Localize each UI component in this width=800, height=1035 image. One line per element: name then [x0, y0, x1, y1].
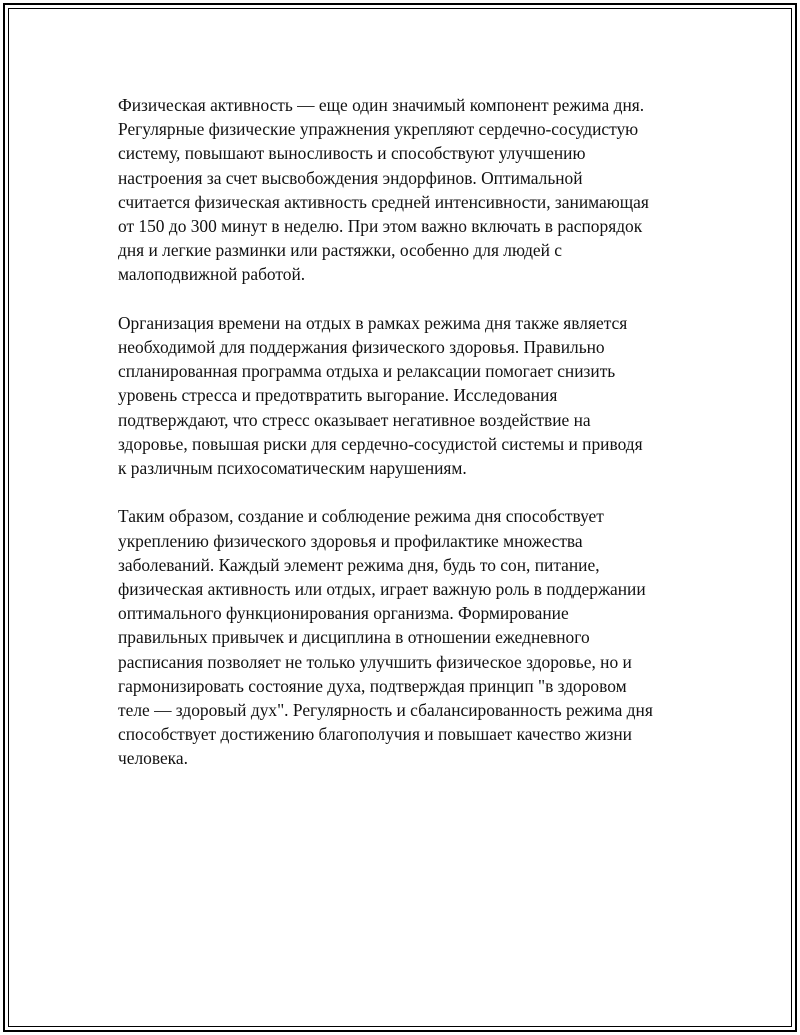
paragraph-conclusion: Таким образом, создание и соблюдение режима дня способствует укреплению физического здоровья и профилактике множества заболеваний. Каждый элемент режима дня, будь то сон, питание, физическая активность или отдых, играет важную роль в поддержании оптимального функционирования организма. Формирование правильных привычек и дисциплина в отношении ежедневного расписания позволяет не только улучшить физическое здоровье, но и гармонизировать состояние духа, подтверждая принцип "в здоровом теле — здоровый дух". Регулярность и сбалансированность режима дня способствует достижению благополучия и повышает качество жизни человека. [118, 506, 653, 769]
paragraph-rest-organization: Организация времени на отдых в рамках режима дня также является необходимой для поддержания физического здоровья. Правильно спланированная программа отдыха и релаксации помогает снизить уровень стресса и предотвратить выгорание. Исследования подтверждают, что стресс оказывает негативное воздействие на здоровье, повышая риски для сердечно-сосудистой системы и приводя к различным психосоматическим нарушениям. [118, 312, 643, 479]
paragraph-physical-activity: Физическая активность — еще один значимый компонент режима дня. Регулярные физические упражнения укрепляют сердечно-сосудистую систему, повышают выносливость и способствуют улучшению настроения за счет высвобождения эндорфинов. Оптимальной считается физическая активность средней интенсивности, занимающая от 150 до 300 минут в неделю. При этом важно включать в распорядок дня и легкие разминки или растяжки, особенно для людей с малоподвижной работой. [118, 95, 649, 285]
document-body [118, 93, 693, 795]
